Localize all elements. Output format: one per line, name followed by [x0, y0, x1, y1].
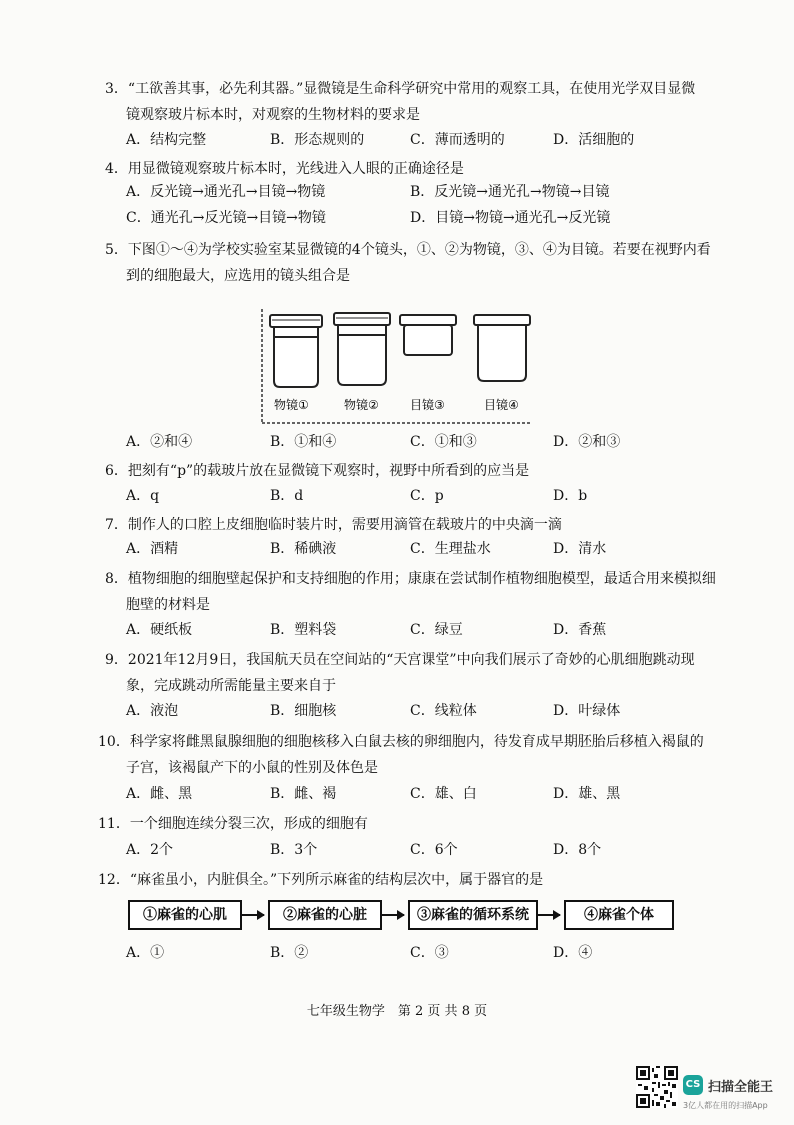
q3-stem-line1: 3．“工欲善其事，必先利其器。”显微镜是生命科学研究中常用的观察工具，在使用光学双目显微: [105, 81, 696, 97]
scanner-brand-name: 扫描全能王: [708, 1080, 774, 1095]
q7-option-c: C．生理盐水: [410, 541, 491, 557]
q9-option-b: B．细胞核: [270, 703, 337, 719]
q6-option-c: C．p: [410, 488, 444, 504]
chain-box-heart-muscle: ①麻雀的心肌: [128, 900, 242, 930]
q7-stem-line1: 7．制作人的口腔上皮细胞临时装片时，需要用滴管在载玻片的中央滴一滴: [105, 517, 562, 533]
objective-lens-1-icon: [270, 315, 322, 387]
q4-option-d: D．目镜→物镜→通光孔→反光镜: [410, 210, 611, 226]
q4-option-b: B．反光镜→通光孔→物镜→目镜: [410, 184, 610, 200]
q10-option-a: A．雌、黑: [126, 786, 193, 802]
arrow-icon: [538, 914, 560, 916]
eyepiece-lens-3-icon: [400, 315, 456, 355]
q9-stem-line1: 9．2021年12月9日，我国航天员在空间站的“天宫课堂”中向我们展示了奇妙的心肌细胞跳动现: [105, 652, 695, 668]
figure-label-2: 物镜②: [344, 398, 379, 412]
q5-option-b: B．①和④: [270, 434, 337, 450]
q6-option-b: B．d: [270, 488, 304, 504]
q3-option-c: C．薄而透明的: [410, 132, 505, 148]
q5-option-a: A．②和④: [126, 434, 193, 450]
q3-option-a: A．结构完整: [126, 132, 207, 148]
arrow-icon: [382, 914, 404, 916]
scanner-brand-tagline: 3亿人都在用的扫描App: [683, 1101, 768, 1110]
q7-option-a: A．酒精: [126, 541, 179, 557]
q4-stem-line1: 4．用显微镜观察玻片标本时，光线进入人眼的正确途径是: [105, 161, 464, 177]
q6-stem-line1: 6．把刻有“p”的载玻片放在显微镜下观察时，视野中所看到的应当是: [105, 463, 530, 479]
q12-option-b: B．②: [270, 945, 309, 961]
q5-option-c: C．①和③: [410, 434, 477, 450]
lens-figure: [258, 303, 540, 428]
objective-lens-2-icon: [334, 313, 390, 385]
q3-option-d: D．活细胞的: [553, 132, 635, 148]
q12-option-c: C．③: [410, 945, 449, 961]
chain-box-circulatory-system: ③麻雀的循环系统: [408, 900, 538, 930]
q11-stem-line1: 11．一个细胞连续分裂三次，形成的细胞有: [98, 816, 368, 832]
q8-stem-line1: 8．植物细胞的细胞壁起保护和支持细胞的作用；康康在尝试制作植物细胞模型，最适合用来模拟细: [105, 571, 716, 587]
q8-option-d: D．香蕉: [553, 622, 607, 638]
q4-option-a: A．反光镜→通光孔→目镜→物镜: [126, 184, 326, 200]
q12-option-d: D．④: [553, 945, 593, 961]
q10-option-d: D．雄、黑: [553, 786, 621, 802]
q10-stem-line2: 子宫，该褐鼠产下的小鼠的性别及体色是: [126, 760, 378, 776]
q6-option-a: A．q: [126, 488, 160, 504]
q10-stem-line1: 10．科学家将雌黑鼠腺细胞的细胞核移入白鼠去核的卵细胞内，待发育成早期胚胎后移植入褐鼠的: [98, 734, 704, 750]
q3-stem-line2: 镜观察玻片标本时，对观察的生物材料的要求是: [126, 107, 420, 123]
page-footer: 七年级生物学 第 2 页 共 8 页: [306, 1004, 488, 1019]
eyepiece-lens-4-icon: [474, 315, 530, 381]
q9-stem-line2: 象，完成跳动所需能量主要来自于: [126, 678, 336, 694]
chain-box-individual: ④麻雀个体: [564, 900, 674, 930]
q11-option-d: D．8个: [553, 842, 602, 858]
q8-option-b: B．塑料袋: [270, 622, 337, 638]
q9-option-c: C．线粒体: [410, 703, 477, 719]
q11-option-c: C．6个: [410, 842, 458, 858]
q8-option-a: A．硬纸板: [126, 622, 193, 638]
q8-stem-line2: 胞壁的材料是: [126, 597, 210, 613]
q7-option-d: D．清水: [553, 541, 607, 557]
q9-option-d: D．叶绿体: [553, 703, 621, 719]
q10-option-b: B．雌、褐: [270, 786, 337, 802]
q10-option-c: C．雄、白: [410, 786, 477, 802]
chain-box-heart: ②麻雀的心脏: [268, 900, 382, 930]
figure-label-4: 目镜④: [484, 398, 519, 412]
q12-option-a: A．①: [126, 945, 165, 961]
q8-option-c: C．绿豆: [410, 622, 463, 638]
figure-label-1: 物镜①: [274, 398, 309, 412]
q3-option-b: B．形态规则的: [270, 132, 365, 148]
q11-option-b: B．3个: [270, 842, 318, 858]
q4-option-c: C．通光孔→反光镜→目镜→物镜: [126, 210, 326, 226]
q5-stem-line1: 5．下图①～④为学校实验室某显微镜的4个镜头，①、②为物镜，③、④为目镜。若要在视野内看: [105, 242, 711, 258]
q7-option-b: B．稀碘液: [270, 541, 337, 557]
qr-code-icon: [636, 1066, 678, 1108]
figure-label-3: 目镜③: [410, 398, 445, 412]
q12-stem-line1: 12．“麻雀虽小，内脏俱全。”下列所示麻雀的结构层次中，属于器官的是: [98, 872, 544, 888]
q5-stem-line2: 到的细胞最大，应选用的镜头组合是: [126, 268, 350, 284]
camscanner-logo-icon: CS: [683, 1075, 703, 1095]
q9-option-a: A．液泡: [126, 703, 179, 719]
q6-option-d: D．b: [553, 488, 588, 504]
arrow-icon: [242, 914, 264, 916]
q11-option-a: A．2个: [126, 842, 174, 858]
q5-option-d: D．②和③: [553, 434, 621, 450]
